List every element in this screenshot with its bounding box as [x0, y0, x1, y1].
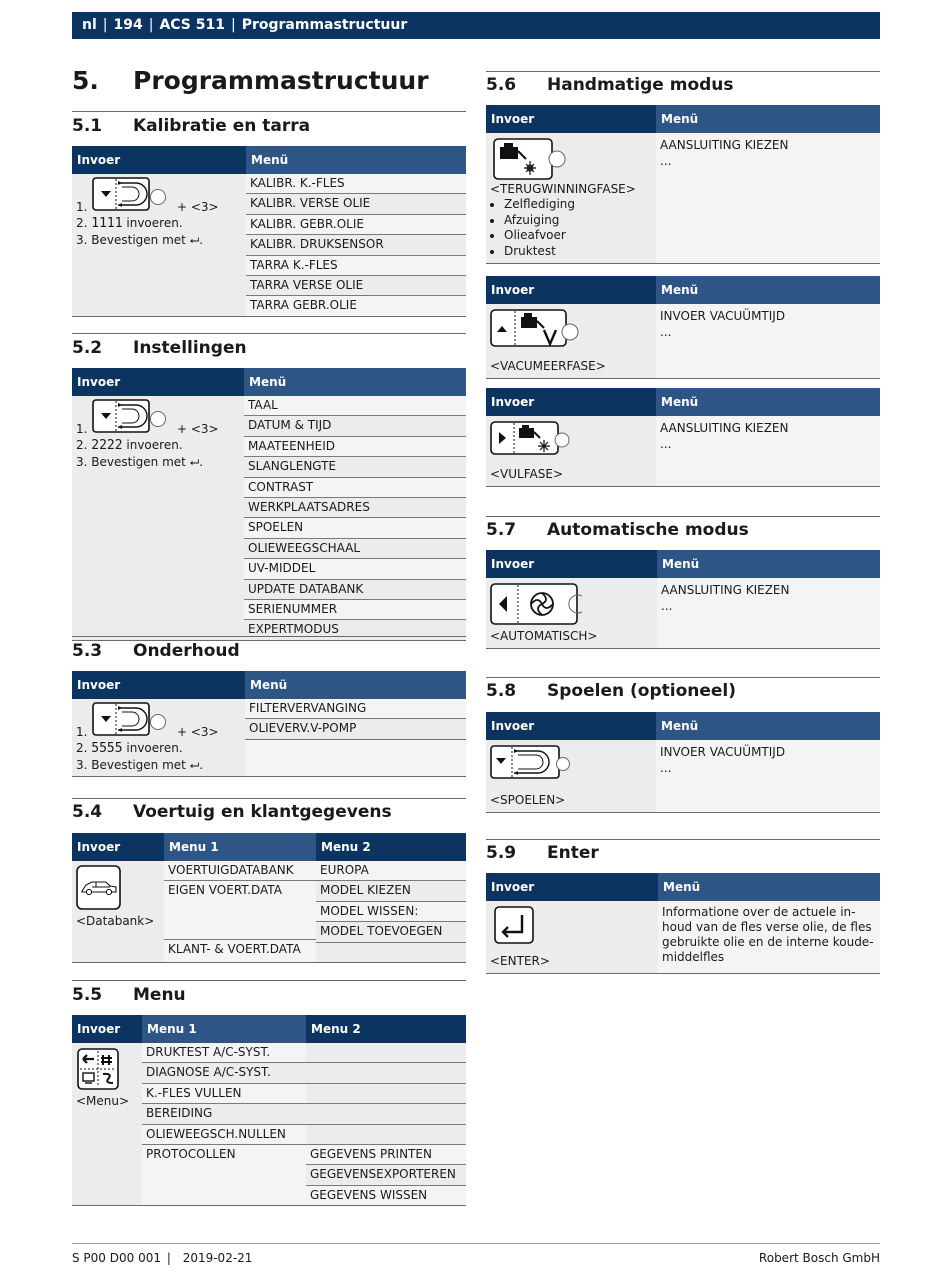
- footer-company: Robert Bosch GmbH: [758, 1251, 880, 1265]
- menu-item: GEGEVENSEXPORTEREN: [306, 1165, 466, 1185]
- menu-item: CONTRAST: [244, 478, 466, 498]
- menu-item: PROTOCOLLEN: [146, 1146, 236, 1161]
- table-5-4: [72, 833, 466, 963]
- menu-item: DIAGNOSE A/C-SYST.: [142, 1063, 306, 1083]
- input-cell: [486, 133, 656, 264]
- col-header-menu1: Menu 1: [164, 833, 316, 861]
- menu-item-empty: [306, 1043, 466, 1063]
- section-title-text: Onderhoud: [133, 641, 240, 661]
- section-title-5-8: [486, 681, 736, 701]
- menu-item: MODEL WISSEN:: [316, 902, 466, 922]
- confirm-step: 3. Bevestigen met: [76, 233, 186, 247]
- menu-item: VOERTUIGDATABANK: [164, 861, 316, 881]
- input-cell: [486, 304, 656, 379]
- menu-cell: [656, 133, 880, 264]
- col-header-menu: Menü: [246, 146, 466, 174]
- bullet-item: • Olieafvoer: [504, 228, 652, 244]
- menu-ellipsis: ...: [660, 761, 672, 775]
- menu-item: KALIBR. DRUKSENSOR: [246, 235, 466, 255]
- col-header-menu1: Menu 1: [142, 1015, 306, 1043]
- enter-arrow-icon: ⮠: [189, 455, 200, 469]
- input-label: <SPOELEN>: [490, 793, 566, 807]
- section-number: 5.4: [72, 802, 103, 822]
- table-5-6-recovery: [486, 105, 880, 264]
- enter-description: Informatione over de actuele in-houd van de fles verse olie, de fles gebruikte olie en de interne koude-middelfles: [662, 905, 874, 964]
- col-header-menu: Menü: [244, 368, 466, 396]
- menu-item: AANSLUITING KIEZEN: [660, 421, 789, 435]
- input-cell: [486, 901, 658, 974]
- menu-item-empty: [306, 1104, 466, 1124]
- menu-item: TARRA VERSE OLIE: [246, 276, 466, 296]
- phase-bullets: [490, 197, 652, 259]
- menu-item: EIGEN VOERT.DATA: [164, 881, 316, 940]
- key-hint: + <3>: [177, 725, 219, 739]
- section-title-5-3: [72, 641, 240, 661]
- menu2-cell: [306, 1043, 466, 1206]
- menu-item: KLANT- & VOERT.DATA: [164, 940, 316, 959]
- menu-item: EUROPA: [316, 861, 466, 881]
- menu-item: SERIENUMMER: [244, 600, 466, 620]
- footer-doc: S P00 D00 001: [72, 1251, 161, 1265]
- rule-5-3: [72, 636, 466, 637]
- input-cell: 1. + <3> 2. 5555 invoeren. 3. Bevestigen met ⮠.: [72, 699, 245, 777]
- menu-item: OLIEVERV.V-POMP: [245, 719, 466, 739]
- confirm-step: 3. Bevestigen met: [76, 455, 186, 469]
- menu-cell: [657, 578, 880, 649]
- menu-item: UPDATE DATABANK: [244, 580, 466, 600]
- chapter-title-text: Programmastructuur: [133, 66, 429, 95]
- table-5-6-fill: [486, 388, 880, 487]
- menu-item: AANSLUITING KIEZEN: [661, 583, 790, 597]
- header-lang: nl: [82, 17, 97, 33]
- bullet-item: • Druktest: [504, 244, 652, 260]
- flush-key-icon: [490, 744, 570, 782]
- input-cell: [486, 740, 656, 813]
- page-header: nl | 194 | ACS 511 | Programmastructuur: [72, 12, 880, 39]
- section-title-text: Voertuig en klantgegevens: [133, 802, 392, 822]
- menu-item: EXPERTMODUS: [244, 620, 466, 640]
- menu-item: KALIBR. K.-FLES: [246, 174, 466, 194]
- input-label: <VULFASE>: [490, 467, 563, 481]
- col-header-input: Invoer: [72, 1015, 142, 1043]
- menu-item: TARRA K.-FLES: [246, 256, 466, 276]
- input-cell: 1. + <3> 2. 1111 invoeren. 3. Bevestigen met ⮠.: [72, 174, 246, 317]
- service-key-icon: [92, 177, 172, 213]
- menu2-cell: [316, 861, 466, 962]
- rule-5-6: [486, 71, 880, 72]
- section-number: 5.8: [486, 681, 517, 701]
- col-header-input: Invoer: [72, 146, 246, 174]
- menu-list-5-2: [244, 396, 466, 641]
- col-header-input: Invoer: [72, 833, 164, 861]
- col-header-input: Invoer: [486, 388, 656, 416]
- rule-5-7: [486, 516, 880, 517]
- menu-item: UV-MIDDEL: [244, 559, 466, 579]
- menu-item: MAATEENHEID: [244, 437, 466, 457]
- input-cell: [486, 416, 656, 487]
- section-number: 5.5: [72, 985, 103, 1005]
- service-key-icon: [92, 702, 172, 738]
- input-label: <AUTOMATISCH>: [490, 629, 598, 643]
- section-title-5-7: [486, 520, 749, 540]
- footer-rule: [72, 1243, 880, 1244]
- section-title-text: Handmatige modus: [547, 75, 734, 95]
- menu-item: DRUKTEST A/C-SYST.: [142, 1043, 306, 1063]
- header-section: Programmastructuur: [241, 17, 408, 33]
- menu-item: KALIBR. VERSE OLIE: [246, 194, 466, 214]
- menu-cell: [656, 740, 880, 813]
- menu-item: SLANGLENGTE: [244, 457, 466, 477]
- input-label: <Menu>: [76, 1094, 130, 1108]
- menu-list-5-1: [246, 174, 466, 317]
- table-5-5: [72, 1015, 466, 1206]
- section-title-text: Instellingen: [133, 338, 247, 358]
- menu-item: SPOELEN: [244, 518, 466, 538]
- automatic-mode-icon: [490, 582, 584, 626]
- menu-cell: [656, 416, 880, 487]
- footer-date: 2019-02-21: [182, 1251, 253, 1265]
- input-cell: [72, 1043, 142, 1206]
- menu-item: OLIEWEEGSCHAAL: [244, 539, 466, 559]
- access-code: 2222: [91, 438, 123, 453]
- col-header-menu2: Menu 2: [306, 1015, 466, 1043]
- recovery-phase-icon: [490, 137, 566, 181]
- input-label: <ENTER>: [490, 954, 550, 968]
- menu-ellipsis: ...: [661, 599, 673, 613]
- menu-item: INVOER VACUÜMTIJD: [660, 309, 786, 323]
- menu-ellipsis: ...: [660, 325, 672, 339]
- col-header-menu: Menü: [656, 712, 880, 740]
- section-title-text: Kalibratie en tarra: [133, 116, 311, 136]
- menu1-cell: [164, 861, 316, 962]
- section-title-text: Spoelen (optioneel): [547, 681, 737, 701]
- col-header-menu: Menü: [656, 388, 880, 416]
- key-hint: + <3>: [177, 200, 219, 214]
- col-header-menu: Menü: [657, 550, 880, 578]
- table-5-2: [72, 368, 466, 641]
- chapter-title: [72, 66, 429, 95]
- input-cell: [72, 861, 164, 962]
- rule-5-2: [72, 333, 466, 334]
- col-header-menu2: Menu 2: [316, 833, 466, 861]
- menu-item: FILTERVERVANGING: [245, 699, 466, 719]
- rule-5-5: [72, 980, 466, 981]
- header-page: 194: [113, 17, 143, 33]
- menu-item: TARRA GEBR.OLIE: [246, 296, 466, 316]
- input-label: <Databank>: [76, 914, 155, 928]
- section-title-5-2: [72, 338, 247, 358]
- section-title-text: Automatische modus: [547, 520, 749, 540]
- bullet-item: • Zelflediging: [504, 197, 652, 213]
- col-header-input: Invoer: [72, 368, 244, 396]
- access-code: 5555: [91, 741, 123, 756]
- footer-left: S P00 D00 001 | 2019-02-21: [72, 1251, 253, 1265]
- section-title-5-6: [486, 75, 734, 95]
- enter-arrow-icon: ⮠: [189, 758, 200, 772]
- rule-5-1: [72, 111, 466, 112]
- key-hint: + <3>: [177, 422, 219, 436]
- menu-item-empty: [306, 1084, 466, 1104]
- col-header-menu: Menü: [658, 873, 880, 901]
- table-5-9: [486, 873, 880, 974]
- section-number: 5.1: [72, 116, 103, 136]
- input-cell: [486, 578, 657, 649]
- section-number: 5.2: [72, 338, 103, 358]
- table-5-3: [72, 671, 466, 777]
- section-title-5-4: [72, 802, 392, 822]
- header-product: ACS 511: [159, 17, 225, 33]
- menu-item: GEGEVENS WISSEN: [306, 1186, 466, 1205]
- menu-item: TAAL: [244, 396, 466, 416]
- col-header-input: Invoer: [486, 276, 656, 304]
- menu1-cell: [142, 1043, 306, 1206]
- section-number: 5.7: [486, 520, 517, 540]
- menu-key-icon: [76, 1047, 120, 1091]
- confirm-step: 3. Bevestigen met: [76, 758, 186, 772]
- enter-arrow-icon: ⮠: [189, 233, 200, 247]
- section-title-text: Menu: [133, 985, 186, 1005]
- menu-item: MODEL KIEZEN: [316, 881, 466, 901]
- menu-item: KALIBR. GEBR.OLIE: [246, 215, 466, 235]
- col-header-input: Invoer: [72, 671, 245, 699]
- col-header-menu: Menü: [656, 105, 880, 133]
- table-5-8: [486, 712, 880, 813]
- input-label: <TERUGWINNINGFASE>: [490, 182, 636, 196]
- menu-item: OLIEWEEGSCH.NULLEN: [142, 1125, 306, 1145]
- input-cell: 1. + <3> 2. 2222 invoeren. 3. Bevestigen met ⮠.: [72, 396, 244, 641]
- col-header-menu: Menü: [656, 276, 880, 304]
- service-key-icon: [92, 399, 172, 435]
- menu-item: MODEL TOEVOEGEN: [316, 922, 466, 942]
- section-title-5-5: [72, 985, 186, 1005]
- menu-item: BEREIDING: [142, 1104, 306, 1124]
- fill-phase-icon: [490, 420, 572, 460]
- section-number: 5.6: [486, 75, 517, 95]
- menu-item-empty: [306, 1063, 466, 1083]
- menu-item: GEGEVENS PRINTEN: [306, 1145, 466, 1165]
- menu-list-5-3: [245, 699, 466, 740]
- chapter-number: 5.: [72, 66, 99, 95]
- rule-5-4: [72, 798, 466, 799]
- menu-item-empty: [306, 1125, 466, 1145]
- menu-item: INVOER VACUÜMTIJD: [660, 745, 786, 759]
- section-title-text: Enter: [547, 843, 599, 863]
- car-database-icon: [76, 865, 122, 911]
- menu-cell: [656, 304, 880, 379]
- menu-item: K.-FLES VULLEN: [142, 1084, 306, 1104]
- section-number: 5.9: [486, 843, 517, 863]
- bullet-item: • Afzuiging: [504, 213, 652, 229]
- col-header-input: Invoer: [486, 873, 658, 901]
- input-label: <VACUMEERFASE>: [490, 359, 606, 373]
- table-5-6-vacuum: [486, 276, 880, 379]
- col-header-input: Invoer: [486, 550, 657, 578]
- table-5-1: [72, 146, 466, 317]
- rule-5-9: [486, 839, 880, 840]
- access-code: 1111: [91, 216, 123, 231]
- menu-item: AANSLUITING KIEZEN: [660, 138, 789, 152]
- col-header-menu: Menü: [245, 671, 466, 699]
- enter-key-icon: [493, 905, 537, 947]
- table-5-7: [486, 550, 880, 649]
- menu-cell: [658, 901, 880, 974]
- rule-5-8: [486, 677, 880, 678]
- menu-item-empty: [316, 943, 466, 962]
- section-title-5-9: [486, 843, 599, 863]
- menu-ellipsis: ...: [660, 437, 672, 451]
- col-header-input: Invoer: [486, 105, 656, 133]
- section-title-5-1: [72, 116, 310, 136]
- section-number: 5.3: [72, 641, 103, 661]
- menu-item: DATUM & TIJD: [244, 416, 466, 436]
- vacuum-phase-icon: [490, 308, 580, 352]
- col-header-input: Invoer: [486, 712, 656, 740]
- menu-ellipsis: ...: [660, 154, 672, 168]
- menu-item: WERKPLAATSADRES: [244, 498, 466, 518]
